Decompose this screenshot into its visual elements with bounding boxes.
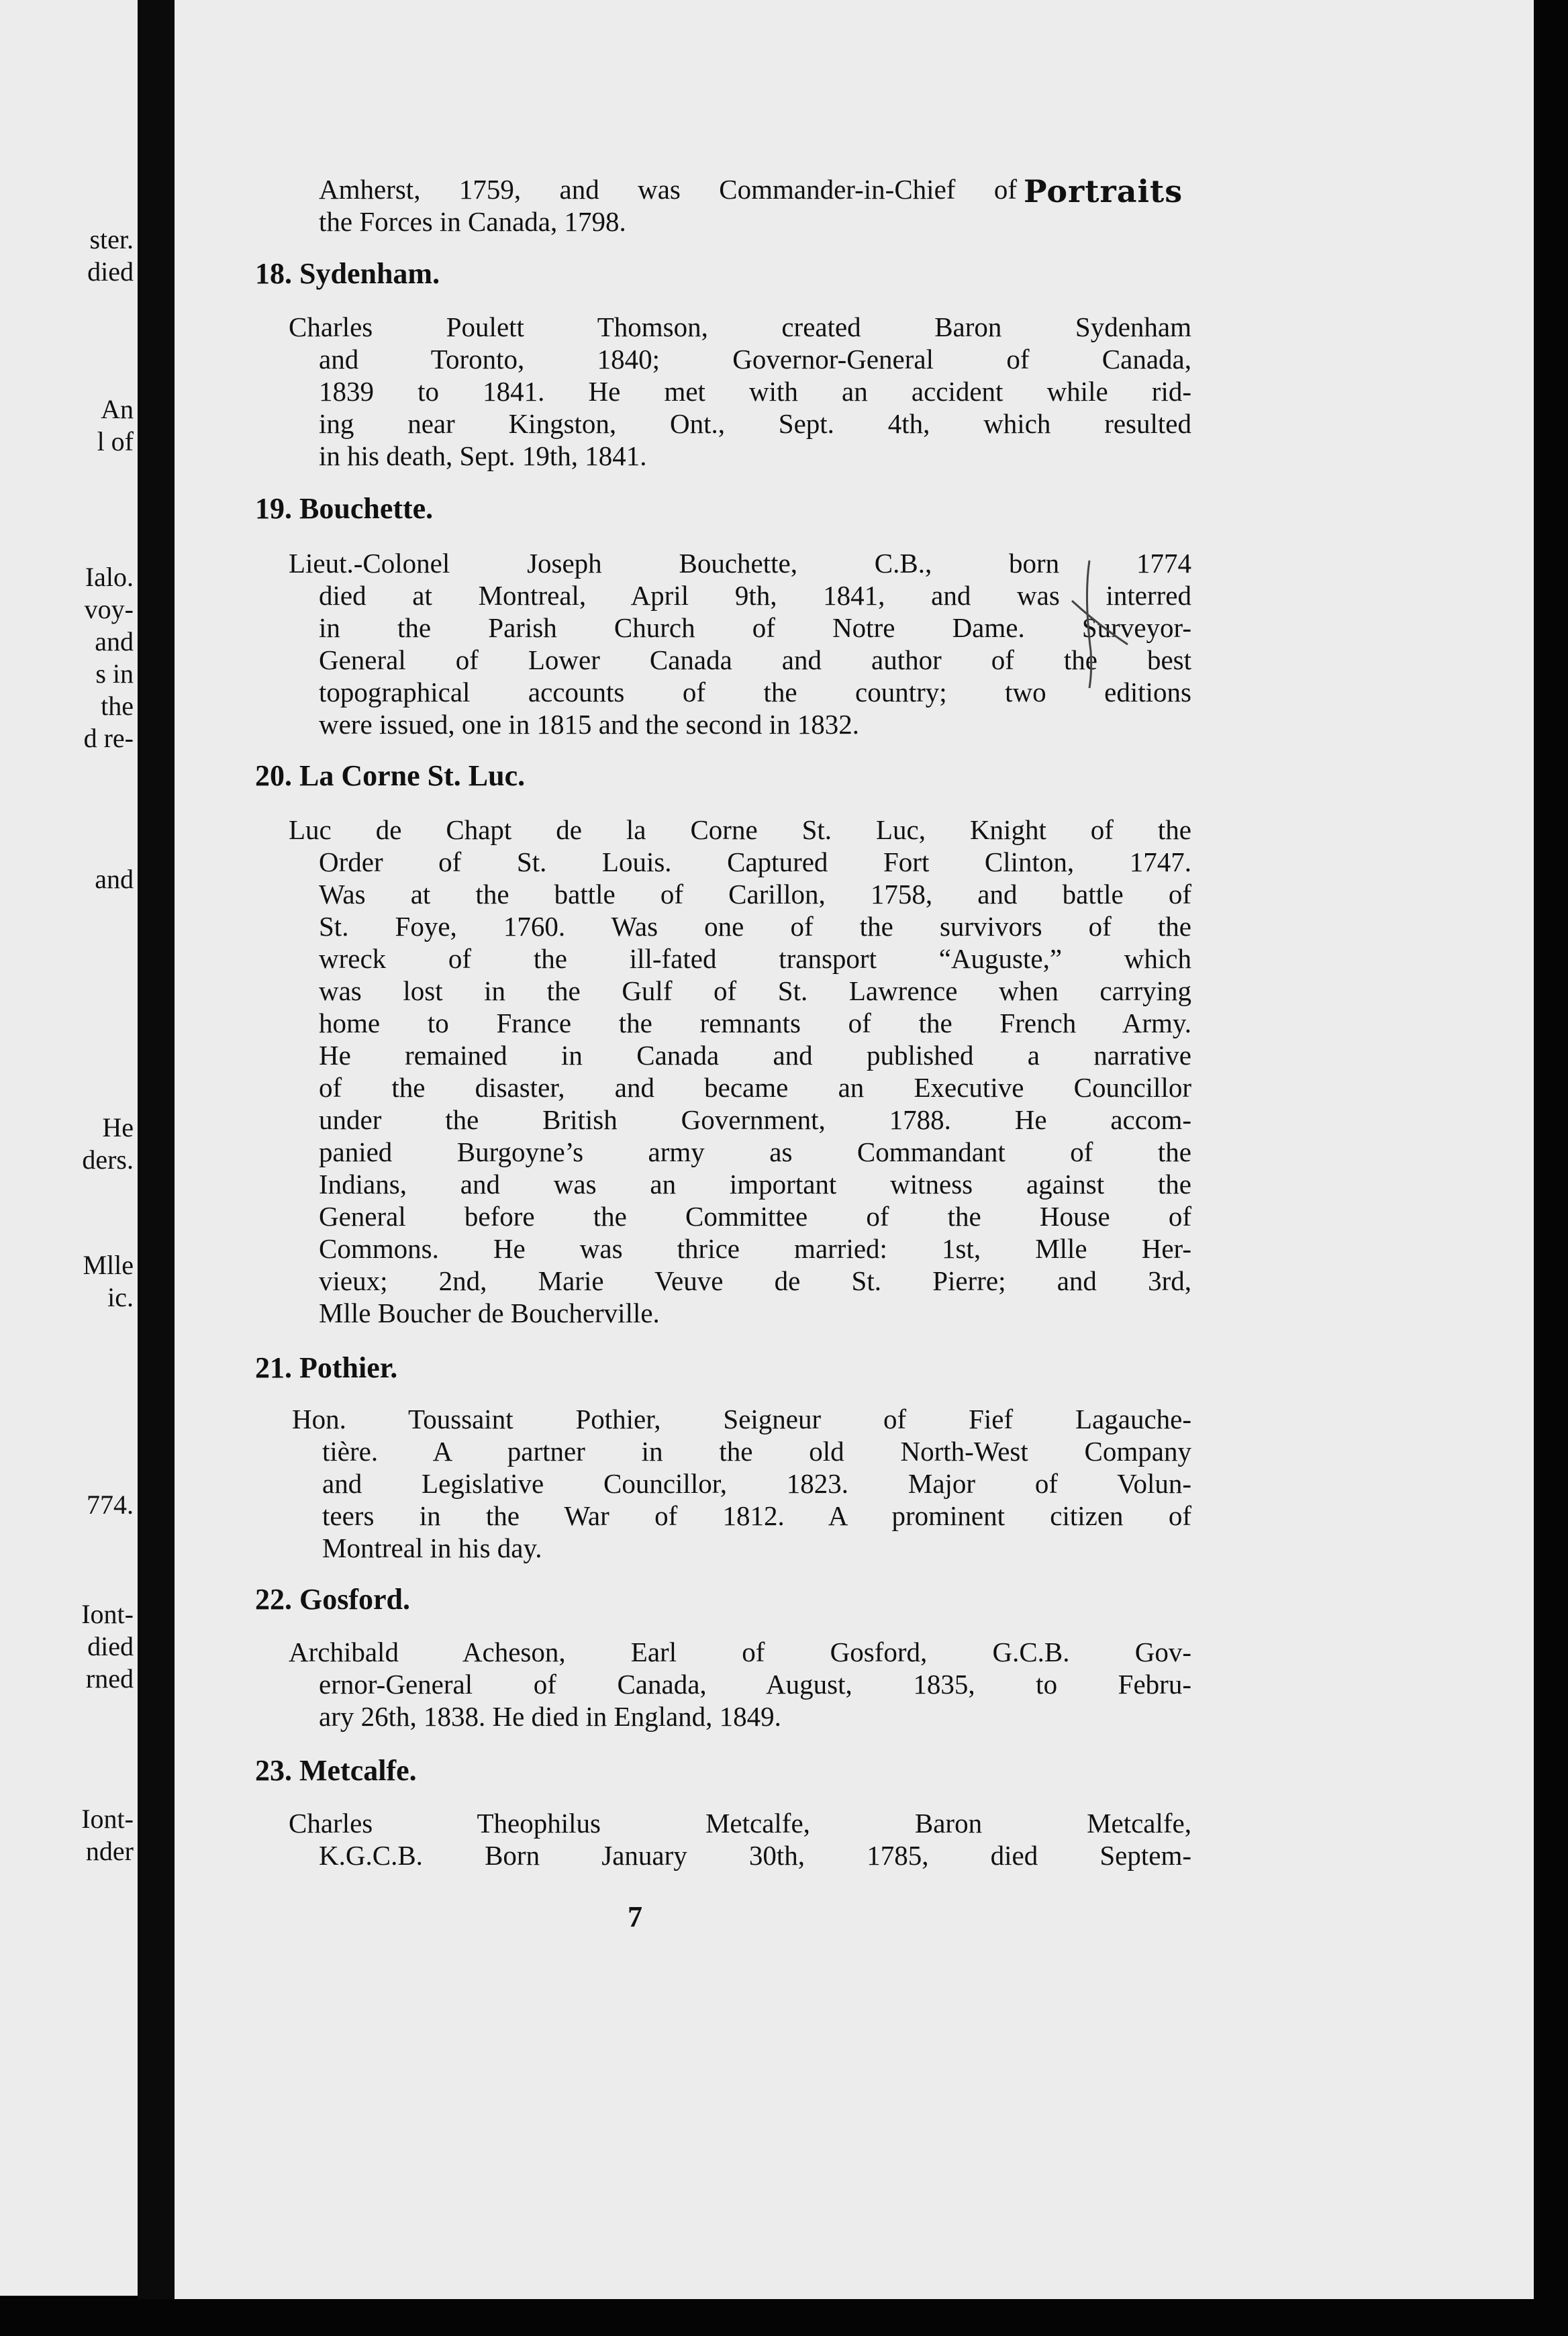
text-line: K.G.C.B. Born January 30th, 1785, died Septem- (319, 1840, 1191, 1871)
page-edge-shadow (1534, 0, 1568, 2336)
left-page-fragment: He (102, 1112, 134, 1142)
text-line: teers in the War of 1812. A prominent citizen of (322, 1500, 1191, 1531)
entry-paragraph (289, 1636, 1191, 1733)
entry-heading: 22. Gosford. (255, 1583, 410, 1616)
text-line: Mlle Boucher de Boucherville. (319, 1298, 660, 1328)
text-line: were issued, one in 1815 and the second in 1832. (319, 709, 860, 740)
text-line: and Legislative Councillor, 1823. Major of Volun- (322, 1468, 1191, 1499)
left-page-fragment: and (95, 864, 134, 894)
text-line: Lieut.-Colonel Joseph Bouchette, C.B., born 1774 (289, 548, 1191, 579)
pencil-x-mark (1071, 557, 1131, 691)
left-page-fragment: Mlle (83, 1250, 134, 1280)
text-line: under the British Government, 1788. He accom- (319, 1104, 1191, 1135)
entry-paragraph (289, 1807, 1191, 1871)
text-line: ernor-General of Canada, August, 1835, to Febru- (319, 1669, 1191, 1700)
entry-paragraph (289, 814, 1191, 1329)
text-line: Luc de Chapt de la Corne St. Luc, Knight of the (289, 814, 1191, 845)
left-page-fragment: the (101, 691, 134, 721)
page-bottom-shadow (0, 2299, 1568, 2336)
entry-paragraph (292, 1403, 1191, 1564)
book-gutter (138, 0, 175, 2336)
left-page-fragment: nder (85, 1836, 134, 1866)
text-line: tière. A partner in the old North-West Company (322, 1436, 1191, 1467)
entry-heading: 20. La Corne St. Luc. (255, 759, 526, 792)
left-page-fragment: died (87, 1631, 134, 1661)
entry-heading: 23. Metcalfe. (255, 1754, 417, 1787)
text-line: died at Montreal, April 9th, 1841, and was interred (319, 580, 1191, 611)
left-page-fragment: s in (95, 659, 134, 689)
left-page-fragment: ster. (89, 224, 134, 254)
text-line: ing near Kingston, Ont., Sept. 4th, which resulted (319, 408, 1191, 439)
entry-heading: 19. Bouchette. (255, 492, 434, 525)
text-line: Charles Theophilus Metcalfe, Baron Metcalfe, (289, 1808, 1191, 1839)
text-line: home to France the remnants of the French Army. (319, 1008, 1191, 1038)
page-number: 7 (628, 1900, 642, 1933)
left-page-fragment: ic. (107, 1282, 134, 1312)
text-line: topographical accounts of the country; two editions (319, 677, 1191, 708)
text-line: Order of St. Louis. Captured Fort Clinton, 1747. (319, 846, 1191, 877)
text-line: General before the Committee of the House of (319, 1201, 1191, 1232)
left-page-fragment: voy- (84, 594, 134, 624)
intro-paragraph (319, 173, 1017, 238)
left-page-fragment: died (87, 256, 134, 287)
text-line: ary 26th, 1838. He died in England, 1849. (319, 1701, 781, 1732)
entry-paragraph (289, 311, 1191, 472)
text-line: wreck of the ill-fated transport “Auguste,” which (319, 943, 1191, 974)
left-page-fragment: rned (85, 1663, 134, 1694)
left-page-fragment: An (101, 394, 134, 424)
text-line: vieux; 2nd, Marie Veuve de St. Pierre; and 3rd, (319, 1265, 1191, 1296)
text-line: in the Parish Church of Notre Dame. Surveyor- (319, 612, 1191, 643)
text-line: Hon. Toussaint Pothier, Seigneur of Fief Lagauche- (292, 1404, 1191, 1434)
text-line: was lost in the Gulf of St. Lawrence when carrying (319, 975, 1191, 1006)
left-page-fragment: d re- (83, 723, 134, 753)
text-line: He remained in Canada and published a narrative (319, 1040, 1191, 1071)
left-facing-page (0, 0, 138, 2296)
text-line: in his death, Sept. 19th, 1841. (319, 440, 647, 471)
book-page (175, 0, 1534, 2299)
text-line: panied Burgoyne’s army as Commandant of the (319, 1136, 1191, 1167)
left-page-fragment: 774. (87, 1490, 134, 1520)
entry-paragraph (289, 547, 1191, 740)
text-line: Was at the battle of Carillon, 1758, and battle of (319, 879, 1191, 910)
entry-heading: 18. Sydenham. (255, 257, 440, 290)
text-line: Amherst, 1759, and was Commander-in-Chief of (319, 174, 1017, 205)
left-page-fragment: Ialo. (85, 562, 134, 592)
left-page-fragment: and (95, 626, 134, 656)
text-line: of the disaster, and became an Executive Councillor (319, 1072, 1191, 1103)
left-page-fragment: Iont- (81, 1804, 134, 1834)
left-page-fragment: l of (97, 426, 134, 456)
text-line: Montreal in his day. (322, 1532, 542, 1563)
text-line: and Toronto, 1840; Governor-General of Canada, (319, 344, 1191, 375)
page-content (175, 0, 1534, 2299)
text-line: the Forces in Canada, 1798. (319, 206, 626, 237)
left-page-fragment: ders. (82, 1145, 134, 1175)
text-line: Archibald Acheson, Earl of Gosford, G.C.B. Gov- (289, 1637, 1191, 1667)
text-line: St. Foye, 1760. Was one of the survivors of the (319, 911, 1191, 942)
text-line: 1839 to 1841. He met with an accident while rid- (319, 376, 1191, 407)
margin-label: Portraits (1024, 173, 1183, 209)
text-line: Commons. He was thrice married: 1st, Mlle Her- (319, 1233, 1191, 1264)
text-line: Charles Poulett Thomson, created Baron Sydenham (289, 311, 1191, 342)
text-line: Indians, and was an important witness against the (319, 1169, 1191, 1200)
text-line: General of Lower Canada and author of the best (319, 644, 1191, 675)
left-page-fragment: Iont- (81, 1599, 134, 1629)
entry-heading: 21. Pothier. (255, 1351, 398, 1384)
